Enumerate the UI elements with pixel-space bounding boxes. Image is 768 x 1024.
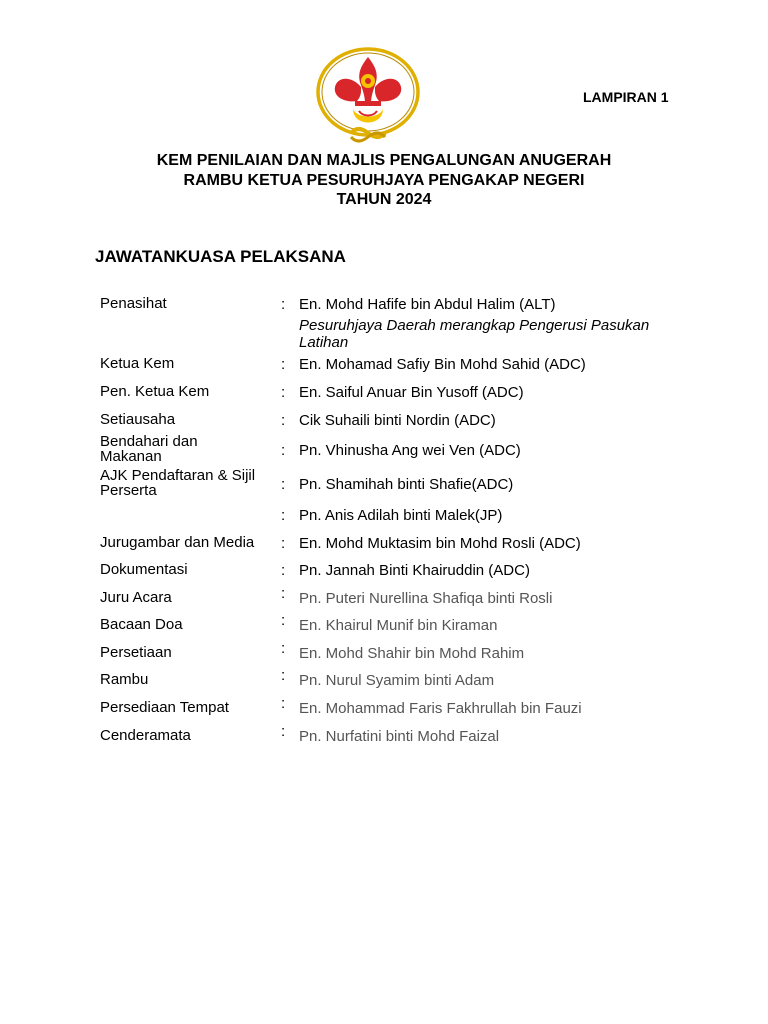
role-label: Bacaan Doa (100, 616, 183, 633)
role-label: Dokumentasi (100, 561, 188, 578)
role-label (100, 434, 275, 464)
member-name: En. Khairul Munif bin Kiraman (299, 617, 498, 634)
member-name: En. Mohamad Safiy Bin Mohd Sahid (ADC) (299, 356, 586, 373)
role-label: Rambu (100, 671, 149, 688)
member-name: Pn. Puteri Nurellina Shafiqa binti Rosli (299, 590, 553, 607)
title-line-2: RAMBU KETUA PESURUHJAYA PENGAKAP NEGERI (183, 171, 585, 189)
role-label-line-1: AJK Pendaftaran & Sijil (100, 467, 256, 484)
separator-colon: : (281, 723, 286, 740)
member-note (299, 317, 679, 351)
role-label: Persediaan Tempat (100, 699, 229, 716)
separator-colon: : (281, 412, 286, 429)
member-name: Pn. Shamihah binti Shafie(ADC) (299, 476, 514, 493)
section-heading: JAWATANKUASA PELAKSANA (95, 247, 346, 266)
separator-colon: : (281, 296, 286, 313)
role-label (100, 468, 275, 498)
attachment-label: LAMPIRAN 1 (583, 89, 669, 105)
document-title (0, 151, 768, 210)
role-label: Persetiaan (100, 644, 172, 661)
member-name: En. Mohd Hafife bin Abdul Halim (ALT) (299, 296, 556, 313)
member-name: Pn. Vhinusha Ang wei Ven (ADC) (299, 442, 521, 459)
separator-colon: : (281, 384, 286, 401)
title-line-3: TAHUN 2024 (336, 191, 432, 208)
member-name: En. Saiful Anuar Bin Yusoff (ADC) (299, 384, 524, 401)
role-label: Juru Acara (100, 589, 172, 606)
role-label: Setiausaha (100, 411, 176, 428)
separator-colon: : (281, 612, 286, 629)
title-line-1: KEM PENILAIAN DAN MAJLIS PENGALUNGAN ANUGERAH (156, 152, 612, 169)
member-name: En. Mohammad Faris Fakhrullah bin Fauzi (299, 700, 582, 717)
role-label: Ketua Kem (100, 355, 175, 372)
member-name: Cik Suhaili binti Nordin (ADC) (299, 412, 496, 429)
role-label: Penasihat (100, 295, 167, 312)
note-line-1: Pesuruhjaya Daerah merangkap Pengerusi Pasukan (299, 317, 650, 334)
role-label-line-2: Perserta (100, 482, 157, 499)
scout-emblem-icon (313, 45, 423, 145)
member-name: Pn. Nurul Syamim binti Adam (299, 672, 495, 689)
role-label: Jurugambar dan Media (100, 534, 255, 551)
role-label: Cenderamata (100, 727, 191, 744)
separator-colon: : (281, 356, 286, 373)
separator-colon: : (281, 562, 286, 579)
member-name: Pn. Jannah Binti Khairuddin (ADC) (299, 562, 530, 579)
separator-colon: : (281, 535, 286, 552)
separator-colon: : (281, 585, 286, 602)
separator-colon: : (281, 695, 286, 712)
separator-colon: : (281, 667, 286, 684)
role-label: Pen. Ketua Kem (100, 383, 210, 400)
role-label-line-1: Bendahari dan (100, 433, 198, 450)
separator-colon: : (281, 442, 286, 459)
role-label-line-2: Makanan (100, 448, 162, 465)
member-name: Pn. Nurfatini binti Mohd Faizal (299, 728, 500, 745)
note-line-2: Latihan (299, 334, 349, 351)
member-name: En. Mohd Shahir bin Mohd Rahim (299, 645, 525, 662)
separator-colon: : (281, 507, 286, 524)
separator-colon: : (281, 640, 286, 657)
member-name: Pn. Anis Adilah binti Malek(JP) (299, 507, 503, 524)
member-name: En. Mohd Muktasim bin Mohd Rosli (ADC) (299, 535, 581, 552)
separator-colon: : (281, 476, 286, 493)
